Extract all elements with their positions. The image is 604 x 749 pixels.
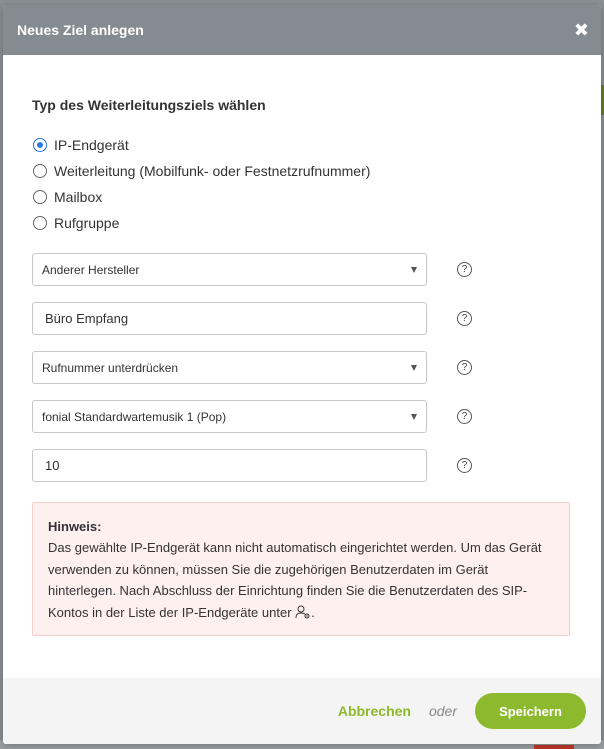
radio-forwarding[interactable] — [32, 158, 572, 184]
radio-button[interactable] — [33, 216, 47, 230]
save-button[interactable]: Speichern — [475, 693, 586, 729]
user-settings-icon — [295, 604, 311, 618]
number-value: 10 — [45, 458, 60, 473]
music-row — [32, 400, 572, 433]
help-icon[interactable]: ? — [457, 262, 472, 277]
hold-music-value: fonial Standardwartemusik 1 (Pop) — [42, 409, 227, 424]
manufacturer-row — [32, 253, 572, 286]
hint-end: . — [311, 604, 315, 620]
name-value: Büro Empfang — [45, 311, 129, 326]
or-separator: oder — [428, 703, 457, 719]
hint-text: Das gewählte IP-Endgerät kann nicht automatisch eingerichtet werden. Um das Gerät verwenden zu können, müssen Sie die zugehörigen Benutzerdaten im Gerät hinterlegen. Nach Abschluss der Einrichtung finden Sie die Benutzerdaten des SIP-Kontos in der Liste der IP-Endgeräte unter — [48, 540, 542, 620]
radio-label: Rufgruppe — [54, 215, 120, 231]
help-icon[interactable]: ? — [457, 360, 472, 375]
name-row — [32, 302, 572, 335]
number-row — [32, 449, 572, 482]
manufacturer-value: Anderer Hersteller — [42, 262, 140, 277]
chevron-down-icon — [411, 365, 417, 371]
hold-music-select[interactable] — [32, 400, 427, 433]
hint-text-block — [48, 537, 554, 623]
radio-button[interactable] — [33, 190, 47, 204]
radio-mailbox[interactable] — [32, 184, 572, 210]
modal-title: Neues Ziel anlegen — [17, 22, 144, 38]
new-target-modal — [3, 5, 601, 744]
radio-label: Weiterleitung (Mobilfunk- oder Festnetzrufnummer) — [54, 163, 371, 179]
radio-label: IP-Endgerät — [54, 137, 129, 153]
radio-ip-device[interactable] — [32, 132, 572, 158]
help-icon[interactable]: ? — [457, 311, 472, 326]
caller-id-value: Rufnummer unterdrücken — [42, 360, 179, 375]
radio-ring-group[interactable] — [32, 210, 572, 236]
radio-label: Mailbox — [54, 189, 103, 205]
caller-id-row — [32, 351, 572, 384]
radio-button[interactable] — [33, 164, 47, 178]
hint-title: Hinweis: — [48, 519, 102, 534]
hint-box — [32, 502, 570, 636]
radio-button[interactable] — [33, 138, 47, 152]
modal-body — [3, 55, 601, 683]
background-red-edge — [534, 745, 574, 749]
name-input[interactable] — [32, 302, 427, 335]
manufacturer-select[interactable] — [32, 253, 427, 286]
help-icon[interactable]: ? — [457, 409, 472, 424]
chevron-down-icon — [411, 414, 417, 420]
close-icon[interactable]: ✖ — [573, 20, 589, 40]
modal-header — [3, 5, 601, 55]
number-input[interactable] — [32, 449, 427, 482]
target-type-radio-group — [32, 132, 572, 236]
modal-footer — [3, 678, 601, 744]
help-icon[interactable]: ? — [457, 458, 472, 473]
cancel-button[interactable]: Abbrechen — [337, 703, 411, 719]
chevron-down-icon — [411, 267, 417, 273]
caller-id-select[interactable] — [32, 351, 427, 384]
section-title: Typ des Weiterleitungsziels wählen — [32, 97, 266, 113]
